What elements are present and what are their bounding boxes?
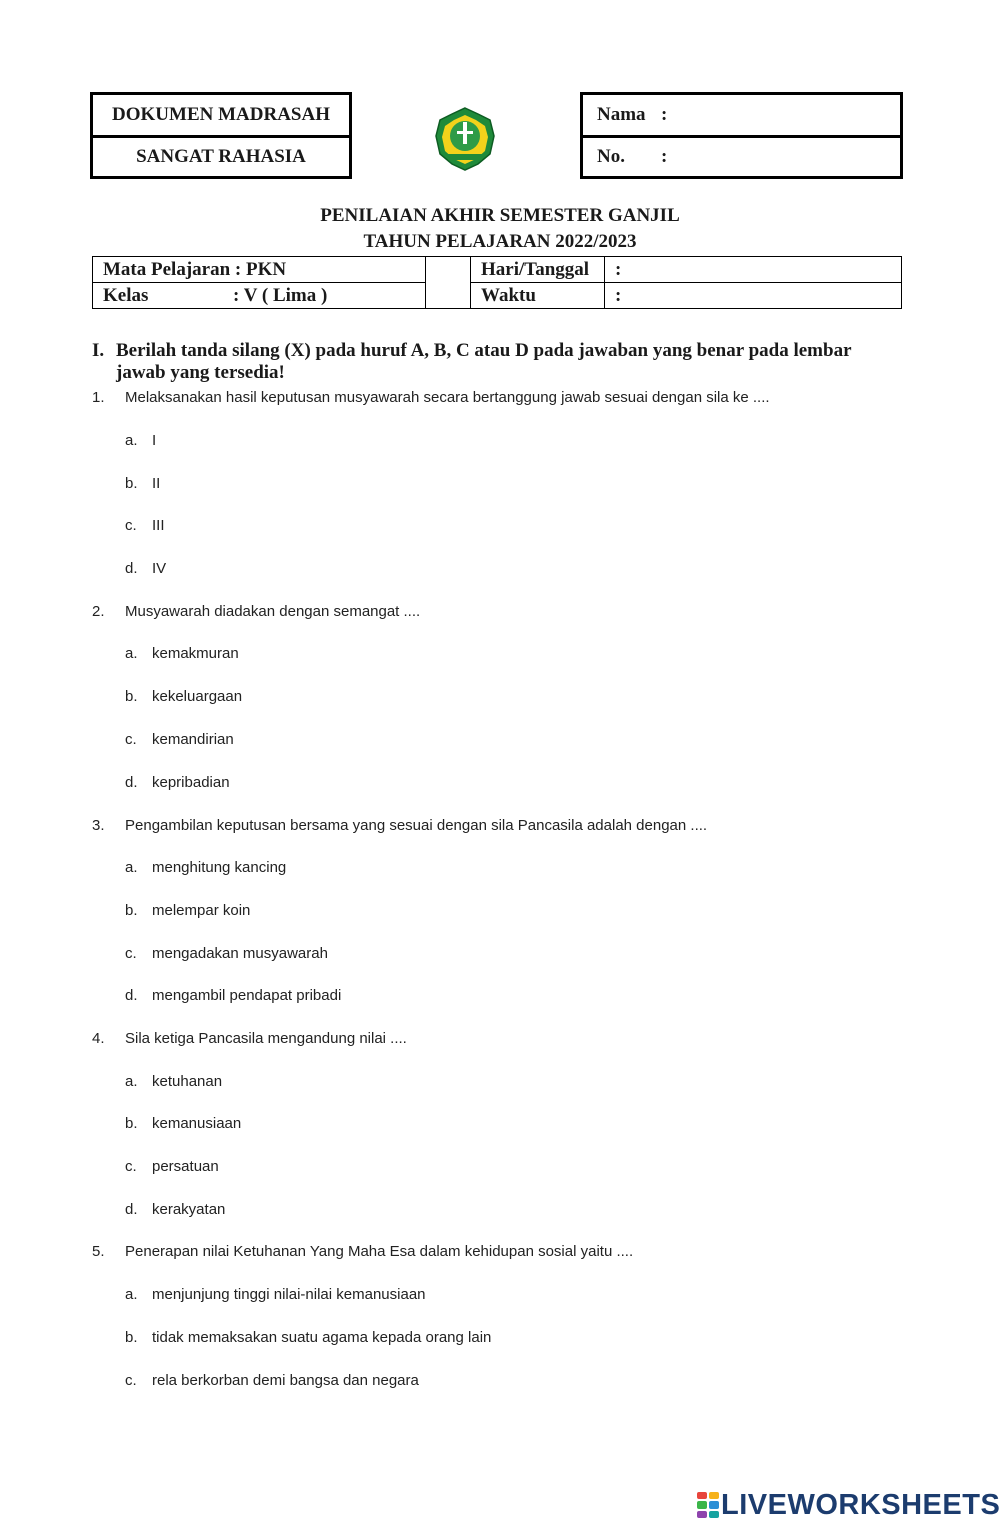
option-letter: c. [125,1372,137,1389]
option-2d [125,774,230,791]
brand-text: LIVEWORKSHEETS [721,1488,1000,1521]
document-classification-box [90,92,352,179]
option-text: menghitung kancing [152,859,287,876]
doc-line1: DOKUMEN MADRASAH [112,104,330,125]
option-letter: a. [125,432,138,449]
option-4a [125,1073,222,1090]
option-text: persatuan [152,1158,219,1175]
option-text: kemakmuran [152,645,239,662]
option-text: tidak memaksakan suatu agama kepada orang lain [152,1329,492,1346]
option-text: kemanusiaan [152,1115,242,1132]
option-letter: b. [125,475,138,492]
option-text: III [152,517,165,534]
day-value: : [605,257,902,283]
question-text: Pengambilan keputusan bersama yang sesuai dengan sila Pancasila adalah dengan .... [125,817,708,834]
number-label: No. [597,145,625,167]
question-number: 1. [92,389,105,406]
liveworksheets-brand[interactable] [697,1488,1000,1522]
option-letter: a. [125,1286,138,1303]
option-letter: d. [125,1201,138,1218]
question-text: Sila ketiga Pancasila mengandung nilai .... [125,1030,407,1047]
question-text: Musyawarah diadakan dengan semangat .... [125,603,421,620]
option-letter: c. [125,1158,137,1175]
option-1b [125,475,160,492]
option-text: kekeluargaan [152,688,243,705]
option-letter: b. [125,688,138,705]
option-letter: d. [125,560,138,577]
class-cell [93,283,426,309]
number-colon: : [661,145,668,167]
question-text: Penerapan nilai Ketuhanan Yang Maha Esa dalam kehidupan sosial yaitu .... [125,1243,634,1260]
option-4c [125,1158,219,1175]
option-text: ketuhanan [152,1073,223,1090]
option-text: mengadakan musyawarah [152,945,328,962]
option-5b [125,1329,491,1346]
name-label: Nama [597,104,646,125]
question-number: 5. [92,1243,105,1260]
liveworksheets-logo-icon [697,1492,719,1518]
option-text: melempar koin [152,902,251,919]
option-letter: b. [125,1115,138,1132]
option-3a [125,859,286,876]
option-1d [125,560,166,577]
option-3b [125,902,250,919]
option-letter: c. [125,945,137,962]
instruction-number: I. [92,340,105,361]
option-letter: c. [125,517,137,534]
option-letter: d. [125,987,138,1004]
option-text: I [152,432,157,449]
exam-title: PENILAIAN AKHIR SEMESTER GANJIL [320,205,680,226]
question-number: 2. [92,603,105,620]
option-letter: a. [125,645,138,662]
option-text: menjunjung tinggi nilai-nilai kemanusiaan [152,1286,426,1303]
option-2c [125,731,234,748]
class-value: : V ( Lima ) [233,284,328,306]
subject-cell: Mata Pelajaran : PKN [93,257,426,283]
option-text: mengambil pendapat pribadi [152,987,342,1004]
class-label: Kelas [103,284,149,306]
name-row [583,95,900,135]
option-letter: a. [125,1073,138,1090]
option-3c [125,945,328,962]
time-value: : [605,283,902,309]
doc-line2: SANGAT RAHASIA [93,135,349,175]
instruction-text: Berilah tanda silang (X) pada huruf A, B, C atau D pada jawaban yang benar pada lembar jawab yang tersedia! [116,340,852,383]
option-letter: c. [125,731,137,748]
option-text: kepribadian [152,774,230,791]
exam-info-table [92,256,902,309]
option-2b [125,688,242,705]
exam-year: TAHUN PELAJARAN 2022/2023 [363,231,637,252]
option-text: IV [152,560,167,577]
option-5c [125,1372,419,1389]
option-letter: a. [125,859,138,876]
number-row [583,135,900,175]
option-text: II [152,475,161,492]
option-letter: d. [125,774,138,791]
option-text: kemandirian [152,731,234,748]
instruction [92,340,892,384]
option-1a [125,432,156,449]
spacer-cell [426,257,471,309]
option-4b [125,1115,241,1132]
question-number: 4. [92,1030,105,1047]
madrasah-emblem-icon [434,106,496,172]
option-5a [125,1286,426,1303]
option-text: rela berkorban demi bangsa dan negara [152,1372,419,1389]
day-label: Hari/Tanggal [471,257,605,283]
time-label: Waktu [471,283,605,309]
option-4d [125,1201,225,1218]
option-letter: b. [125,902,138,919]
name-colon: : [661,104,668,125]
question-number: 3. [92,817,105,834]
option-letter: b. [125,1329,138,1346]
question-text: Melaksanakan hasil keputusan musyawarah secara bertanggung jawab sesuai dengan sila ke .... [125,389,770,406]
option-text: kerakyatan [152,1201,226,1218]
student-id-box [580,92,903,179]
option-1c [125,517,165,534]
option-3d [125,987,341,1004]
option-2a [125,645,239,662]
